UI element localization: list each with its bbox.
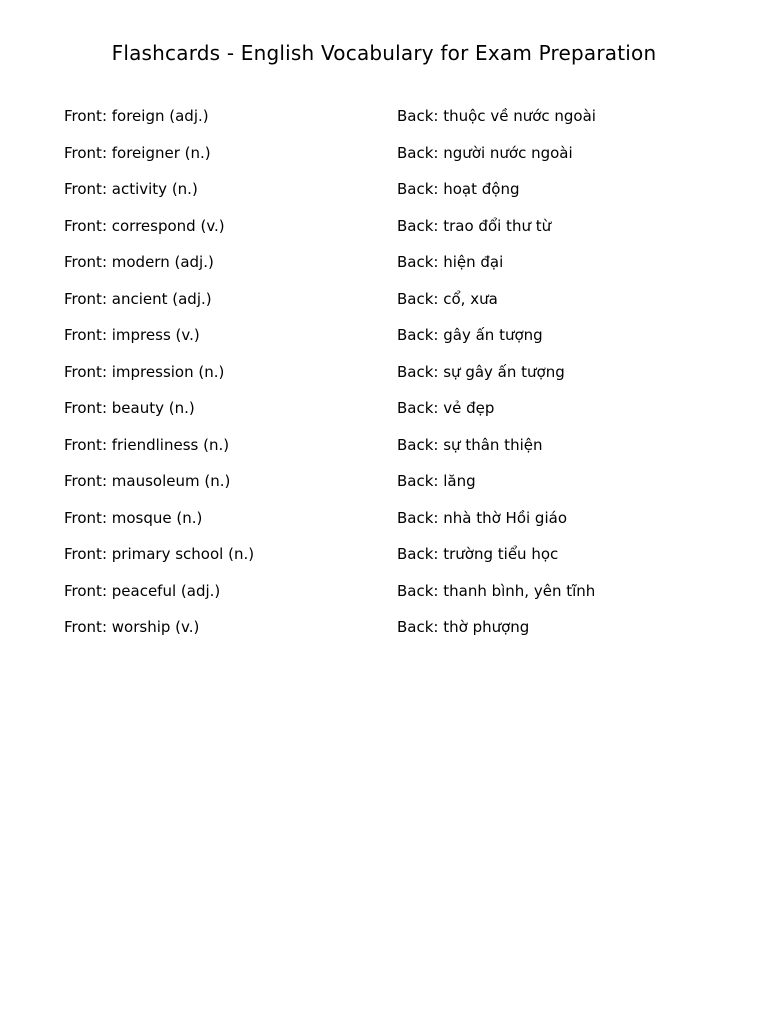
card-back: Back: nhà thờ Hồi giáo [397,508,567,527]
card-front: Front: friendliness (n.) [64,435,230,454]
card-back: Back: người nước ngoài [397,143,573,162]
card-front: Front: ancient (adj.) [64,289,212,308]
card-back: Back: thờ phượng [397,618,530,636]
flashcard-row [0,542,768,579]
flashcard-row [0,214,768,251]
card-front: Front: mosque (n.) [64,508,203,527]
card-back: Back: vẻ đẹp [397,399,495,417]
card-back: Back: sự thân thiện [397,435,543,454]
card-front: Front: modern (adj.) [64,253,214,271]
card-back: Back: gây ấn tượng [397,326,543,344]
card-back: Back: hoạt động [397,180,520,198]
flashcard-row [0,177,768,214]
card-front: Front: beauty (n.) [64,399,195,417]
card-back: Back: thuộc về nước ngoài [397,107,596,125]
card-back: Back: trường tiểu học [397,545,559,563]
card-front: Front: peaceful (adj.) [64,581,221,600]
card-back: Back: sự gây ấn tượng [397,362,565,381]
flashcard-row [0,396,768,433]
card-back: Back: hiện đại [397,253,504,271]
flashcard-row [0,469,768,506]
page-title: Flashcards - English Vocabulary for Exam Preparation [111,41,657,65]
flashcard-row [0,141,768,178]
card-front: Front: mausoleum (n.) [64,472,231,490]
card-back: Back: lăng [397,472,476,490]
flashcard-row [0,250,768,287]
card-front: Front: foreign (adj.) [64,107,209,125]
flashcard-row [0,323,768,360]
card-back: Back: trao đổi thư từ [397,216,552,235]
flashcard-row [0,104,768,141]
flashcard-row [0,360,768,397]
flashcard-row [0,433,768,470]
card-front: Front: foreigner (n.) [64,143,211,162]
card-front: Front: impress (v.) [64,326,200,344]
flashcard-row [0,579,768,616]
flashcard-row [0,506,768,543]
flashcard-row [0,287,768,324]
card-front: Front: impression (n.) [64,362,225,381]
card-back: Back: thanh bình, yên tĩnh [397,581,596,600]
card-front: Front: worship (v.) [64,618,200,636]
card-front: Front: correspond (v.) [64,216,225,235]
flashcard-row [0,615,768,652]
card-front: Front: activity (n.) [64,180,198,198]
flashcard-list [0,104,768,652]
card-front: Front: primary school (n.) [64,545,255,563]
card-back: Back: cổ, xưa [397,289,498,308]
